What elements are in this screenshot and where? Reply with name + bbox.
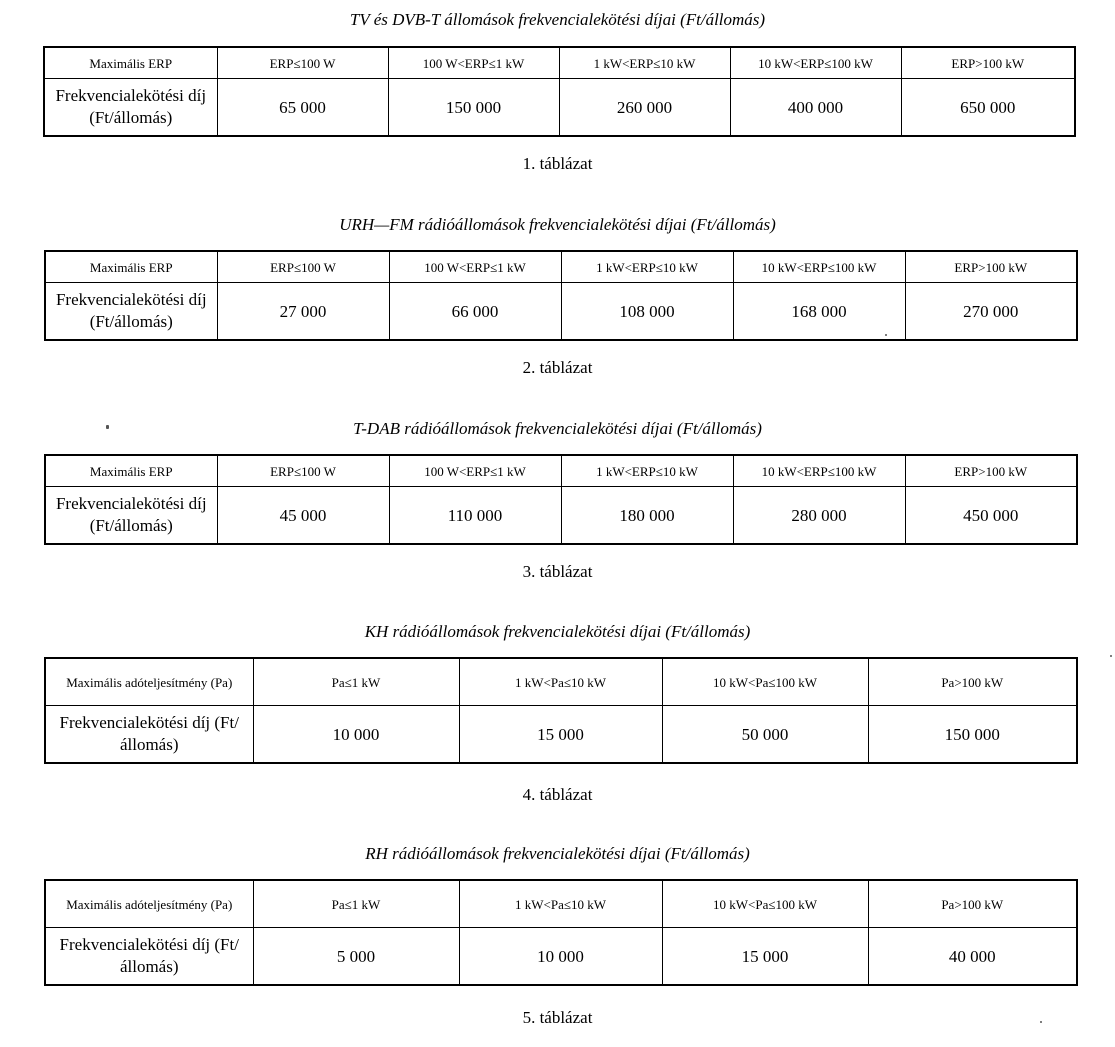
fee-table-5: [44, 879, 1078, 986]
header-cell: Pa≤1 kW: [253, 658, 459, 706]
fee-table-1: [43, 46, 1076, 137]
header-cell: ERP≤100 W: [217, 251, 389, 283]
row-label: Frekvencialekötési díj (Ft/állomás): [45, 487, 217, 545]
table-3-caption: 3. táblázat: [522, 562, 593, 581]
table-header-row: [45, 251, 1077, 283]
fee-cell: 260 000: [559, 79, 730, 137]
fee-cell: 180 000: [561, 487, 733, 545]
fee-cell: 5 000: [253, 928, 459, 986]
header-cell: 1 kW<ERP≤10 kW: [559, 47, 730, 79]
fee-cell: 10 000: [459, 928, 662, 986]
header-cell: 10 kW<ERP≤100 kW: [733, 455, 905, 487]
row-label: Frekvencialekötési díj (Ft/állomás): [44, 79, 217, 137]
fee-table-2: [44, 250, 1078, 341]
header-cell: 10 kW<ERP≤100 kW: [730, 47, 901, 79]
row-label: Frekvencialekötési díj (Ft/állomás): [45, 283, 217, 341]
header-cell: Pa≤1 kW: [253, 880, 459, 928]
fee-cell: 45 000: [217, 487, 389, 545]
header-cell: 1 kW<ERP≤10 kW: [561, 251, 733, 283]
fee-table-4: [44, 657, 1078, 764]
fee-cell: 27 000: [217, 283, 389, 341]
table-2-caption: 2. táblázat: [522, 358, 593, 377]
header-cell: 1 kW<Pa≤10 kW: [459, 880, 662, 928]
table-3-title: T-DAB rádióállomások frekvencialekötési díjai (Ft/állomás): [353, 419, 762, 438]
table-row: [45, 706, 1077, 764]
header-cell: Maximális ERP: [45, 251, 217, 283]
fee-cell: 66 000: [389, 283, 561, 341]
header-cell: 10 kW<Pa≤100 kW: [662, 658, 868, 706]
header-cell: Maximális ERP: [45, 455, 217, 487]
header-cell: 10 kW<Pa≤100 kW: [662, 880, 868, 928]
fee-cell: 450 000: [905, 487, 1077, 545]
fee-cell: 168 000: [733, 283, 905, 341]
table-4-caption: 4. táblázat: [522, 785, 593, 804]
fee-cell: 150 000: [868, 706, 1077, 764]
scan-speck: [1040, 1021, 1042, 1023]
fee-cell: 400 000: [730, 79, 901, 137]
table-row: [44, 79, 1075, 137]
header-cell: Maximális adóteljesítmény (Pa): [45, 880, 253, 928]
header-cell: 100 W<ERP≤1 kW: [388, 47, 559, 79]
table-row: [45, 283, 1077, 341]
fee-cell: 40 000: [868, 928, 1077, 986]
fee-cell: 50 000: [662, 706, 868, 764]
header-cell: Pa>100 kW: [868, 880, 1077, 928]
header-cell: ERP>100 kW: [901, 47, 1075, 79]
fee-cell: 270 000: [905, 283, 1077, 341]
fee-cell: 650 000: [901, 79, 1075, 137]
table-header-row: [45, 455, 1077, 487]
fee-cell: 15 000: [662, 928, 868, 986]
table-1-caption: 1. táblázat: [522, 154, 593, 173]
scan-speck: [106, 425, 109, 429]
scan-speck: [1110, 655, 1112, 657]
fee-cell: 10 000: [253, 706, 459, 764]
table-header-row: [45, 658, 1077, 706]
header-cell: 1 kW<ERP≤10 kW: [561, 455, 733, 487]
fee-cell: 150 000: [388, 79, 559, 137]
fee-cell: 15 000: [459, 706, 662, 764]
header-cell: 100 W<ERP≤1 kW: [389, 455, 561, 487]
header-cell: Pa>100 kW: [868, 658, 1077, 706]
table-header-row: [45, 880, 1077, 928]
header-cell: ERP≤100 W: [217, 47, 388, 79]
header-cell: Maximális ERP: [44, 47, 217, 79]
fee-cell: 280 000: [733, 487, 905, 545]
header-cell: ERP>100 kW: [905, 251, 1077, 283]
header-cell: Maximális adóteljesítmény (Pa): [45, 658, 253, 706]
header-cell: 1 kW<Pa≤10 kW: [459, 658, 662, 706]
table-2-title: URH—FM rádióállomások frekvencialekötési díjai (Ft/állomás): [339, 215, 776, 234]
row-label: Frekvencialekötési díj (Ft/állomás): [45, 706, 253, 764]
table-header-row: [44, 47, 1075, 79]
row-label: Frekvencialekötési díj (Ft/állomás): [45, 928, 253, 986]
scan-speck: [885, 334, 887, 336]
table-4-title: KH rádióállomások frekvencialekötési díjai (Ft/állomás): [364, 622, 751, 641]
header-cell: 100 W<ERP≤1 kW: [389, 251, 561, 283]
fee-cell: 108 000: [561, 283, 733, 341]
fee-table-3: [44, 454, 1078, 545]
table-1-title: TV és DVB-T állomások frekvencialekötési díjai (Ft/állomás): [349, 10, 766, 29]
table-5-caption: 5. táblázat: [522, 1008, 593, 1027]
table-5-title: RH rádióállomások frekvencialekötési díjai (Ft/állomás): [365, 844, 750, 863]
header-cell: ERP≤100 W: [217, 455, 389, 487]
table-row: [45, 487, 1077, 545]
table-row: [45, 928, 1077, 986]
fee-cell: 65 000: [217, 79, 388, 137]
header-cell: ERP>100 kW: [905, 455, 1077, 487]
fee-cell: 110 000: [389, 487, 561, 545]
header-cell: 10 kW<ERP≤100 kW: [733, 251, 905, 283]
